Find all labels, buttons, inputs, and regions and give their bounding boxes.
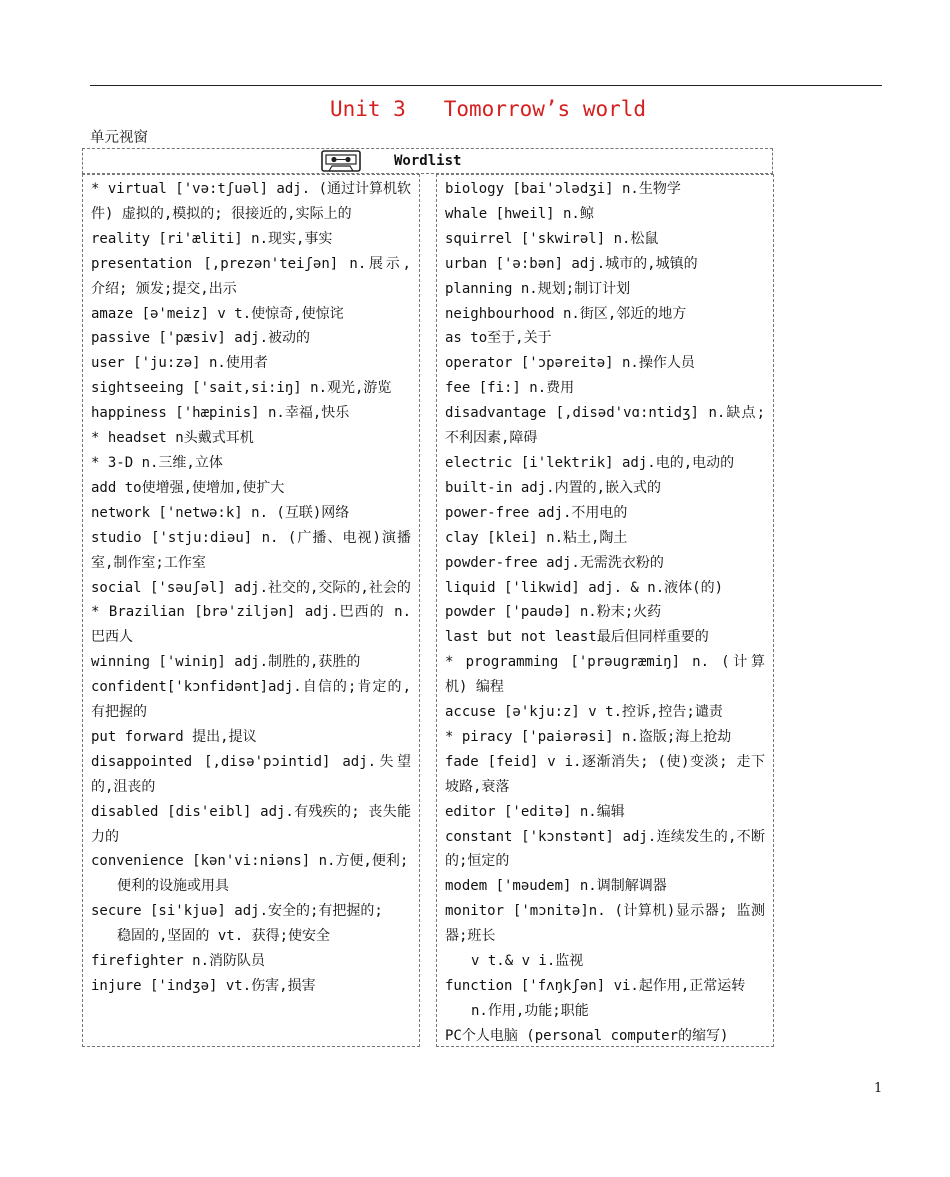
word-entry: winning ['winiŋ] adj.制胜的,获胜的 [91,654,361,671]
word-entry: convenience [kәn'vi:niәns] n.方便,便利; [91,853,409,870]
word-entry: add to使增强,使增加,使扩大 [91,479,285,496]
word-entry: sightseeing ['sait,si:iŋ] n.观光,游览 [91,380,392,397]
word-entry: social ['sәuʃәl] adj.社交的,交际的,社会的 [91,579,411,596]
word-entry: fade [feid] v i.逐渐消失; (使)变淡; 走下坡路,衰落 [445,753,765,795]
word-entry: planning n.规划;制订计划 [445,280,631,297]
word-entry: neighbourhood n.街区,邻近的地方 [445,305,687,322]
word-entry: injure ['indʒә] vt.伤害,损害 [91,978,316,994]
word-entry: user ['ju:zә] n.使用者 [91,355,268,372]
word-entry: * programming ['prәugræmiŋ] n. (计算机) 编程 [445,654,765,696]
page-number: 1 [874,1081,883,1096]
word-entry: operator ['ɔpәreitә] n.操作人员 [445,355,695,372]
word-entry: clay [klei] n.粘土,陶土 [445,529,628,546]
word-entry: amaze [ә'meiz] v t.使惊奇,使惊诧 [91,305,344,322]
word-entry: firefighter n.消防队员 [91,953,266,970]
wordlist-header [82,148,773,174]
word-entry: * piracy ['paiәrәsi] n.盗版;海上抢劫 [445,728,732,745]
left-word-column [82,174,420,1047]
word-entry: confident['kɔnfidәnt]adj.自信的;肯定的,有把握的 [91,679,411,721]
cassette-tape-icon [321,150,361,172]
word-entry: electric [i'lektrik] adj.电的,电动的 [445,454,735,471]
word-entry: secure [si'kjuә] adj.安全的;有把握的; [91,903,383,920]
word-entry: modem ['mәudem] n.调制解调器 [445,878,667,895]
word-entry: accuse [ә'kju:z] v t.控诉,控告;谴责 [445,704,723,721]
top-rule [90,85,882,86]
word-entry: editor ['editә] n.编辑 [445,803,625,820]
word-entry: 稳固的,坚固的 vt. 获得;使安全 [117,928,331,945]
word-entry: * headset n头戴式耳机 [91,430,254,447]
word-entry: reality [ri'æliti] n.现实,事实 [91,230,333,247]
word-entry: n.作用,功能;职能 [471,1002,589,1019]
word-entry: * virtual ['vә:tʃuәl] adj. (通过计算机软件) 虚拟的,模拟的; 很接近的,实际上的 [91,181,412,222]
word-entry: power-free adj.不用电的 [445,504,628,521]
word-entry: urban ['ә:bәn] adj.城市的,城镇的 [445,255,698,272]
word-entry: as to至于,关于 [445,330,552,347]
word-entry: studio ['stju:diәu] n. (广播、电视)演播室,制作室;工作室 [91,529,411,571]
word-entry: disabled [dis'eibl] adj.有残疾的; 丧失能力的 [91,803,411,845]
word-entry: passive ['pæsiv] adj.被动的 [91,330,311,347]
wordlist-label: Wordlist [394,153,462,169]
word-entry: v t.& v i.监视 [471,953,584,970]
word-entry: 便利的设施或用具 [117,878,229,895]
word-entry: put forward 提出,提议 [91,728,257,745]
word-entry: whale [hweil] n.鲸 [445,205,594,222]
word-entry: built-in adj.内置的,嵌入式的 [445,479,662,496]
word-entry: function ['fʌŋkʃәn] vi.起作用,正常运转 [445,978,746,994]
word-entry: powder ['paudә] n.粉末;火药 [445,604,662,621]
word-entry: network ['netwә:k] n. (互联)网络 [91,504,350,521]
word-entry: monitor ['mɔnitә]n. (计算机)显示器; 监测器;班长 [445,903,765,945]
word-entry: squirrel ['skwirәl] n.松鼠 [445,230,659,247]
section-label: 单元视窗 [90,130,148,146]
word-entry: * 3-D n.三维,立体 [91,454,223,471]
word-entry: biology [bai'ɔlәdʒi] n.生物学 [445,181,681,197]
word-entry: * Brazilian [brә'ziljәn] adj.巴西的 n.巴西人 [91,604,411,646]
word-entry: fee [fi:] n.费用 [445,380,575,397]
word-entry: PC个人电脑 (personal computer的缩写) [445,1027,729,1044]
word-entry: presentation [,prezәn'teiʃәn] n.展示,介绍; 颁发;提交,出示 [91,255,411,297]
word-entry: disadvantage [,disәd'vɑ:ntidʒ] n.缺点;不利因素,障碍 [445,405,765,447]
word-entry: liquid ['likwid] adj. & n.液体(的) [445,579,724,596]
word-entry: powder-free adj.无需洗衣粉的 [445,554,664,571]
right-word-column [436,174,774,1047]
word-entry: constant ['kɔnstәnt] adj.连续发生的,不断的;恒定的 [445,828,765,870]
word-entry: last but not least最后但同样重要的 [445,629,709,646]
word-entry: happiness ['hæpinis] n.幸福,快乐 [91,405,350,422]
page-title: Unit 3 Tomorrow’s world [329,97,647,121]
word-entry: disappointed [,disә'pɔintid] adj.失望的,沮丧的 [91,753,411,795]
